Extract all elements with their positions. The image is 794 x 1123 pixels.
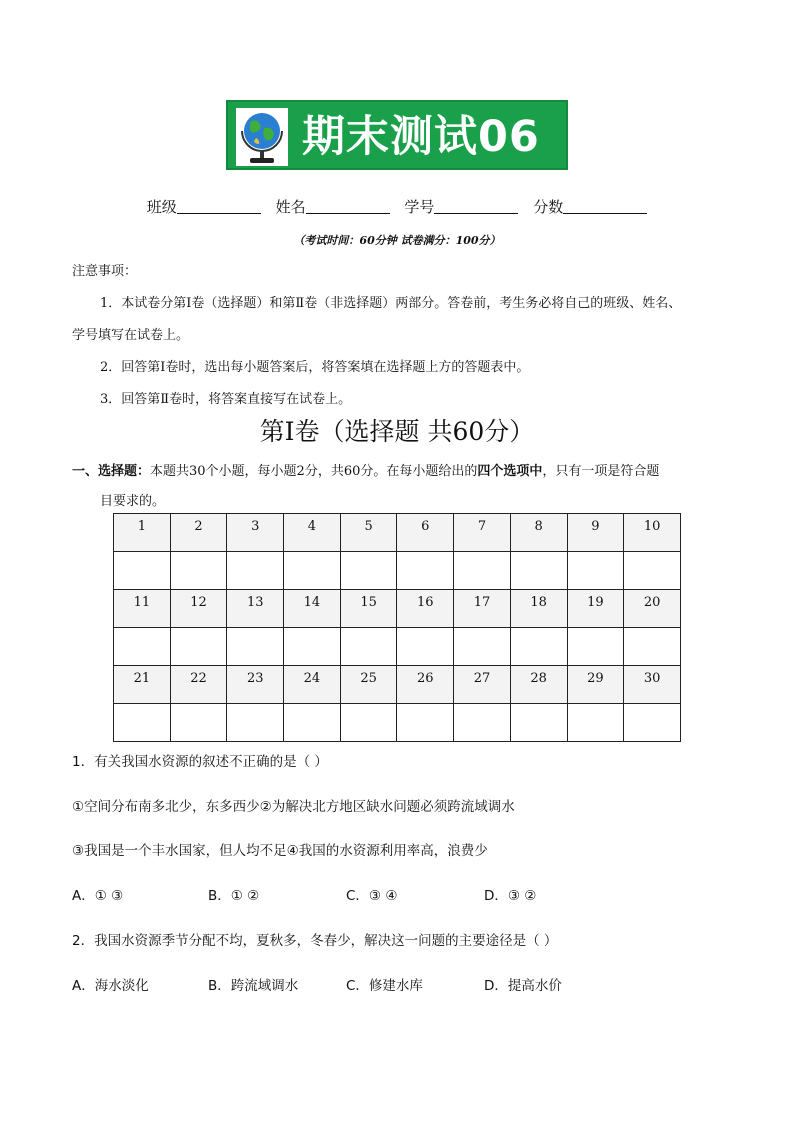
answer-cell[interactable]: [397, 704, 454, 742]
answer-cell[interactable]: [284, 552, 341, 590]
answer-cell[interactable]: [170, 628, 227, 666]
name-label: 姓名: [275, 198, 306, 216]
note-item: 2．回答第Ⅰ卷时，选出每小题答案后，将答案填在选择题上方的答题表中。: [100, 360, 530, 375]
option-b[interactable]: B．① ②: [208, 888, 260, 904]
question-number-cell: 26: [397, 666, 454, 704]
answer-cell[interactable]: [114, 628, 171, 666]
section-title: 第Ⅰ卷（选择题 共60分）: [259, 417, 535, 446]
question-statement: ③我国是一个丰水国家，但人均不足④我国的水资源利用率高，浪费少: [72, 843, 488, 859]
question-number-cell: 6: [397, 514, 454, 552]
question-number-cell: 10: [624, 514, 681, 552]
question-number-cell: 28: [510, 666, 567, 704]
answer-cell[interactable]: [284, 704, 341, 742]
instr-rest: ，只有一项是符合题: [542, 464, 660, 479]
answer-cell[interactable]: [567, 552, 624, 590]
question-number-cell: 21: [114, 666, 171, 704]
answer-cell[interactable]: [397, 552, 454, 590]
question-number-cell: 2: [170, 514, 227, 552]
id-label: 学号: [404, 198, 435, 216]
instr-prefix: 一、选择题：: [72, 464, 151, 479]
question-number-cell: 7: [454, 514, 511, 552]
answer-input-row: [114, 628, 681, 666]
class-blank[interactable]: [177, 199, 261, 214]
question-number-cell: 13: [227, 590, 284, 628]
answer-cell[interactable]: [510, 552, 567, 590]
option-a[interactable]: A．海水淡化: [72, 978, 149, 994]
answer-cell[interactable]: [510, 628, 567, 666]
question-number-cell: 25: [340, 666, 397, 704]
question-number-cell: 12: [170, 590, 227, 628]
question-number-cell: 8: [510, 514, 567, 552]
answer-cell[interactable]: [227, 628, 284, 666]
globe-icon: [236, 108, 288, 166]
answer-input-row: [114, 704, 681, 742]
question-number-cell: 11: [114, 590, 171, 628]
question-statement: ①空间分布南多北少，东多西少②为解决北方地区缺水问题必须跨流域调水: [72, 799, 515, 815]
answer-cell[interactable]: [340, 628, 397, 666]
question-number-cell: 9: [567, 514, 624, 552]
option-c[interactable]: C．修建水库: [346, 978, 423, 994]
answer-cell[interactable]: [114, 704, 171, 742]
exam-meta: （考试时间：60分钟 试卷满分：100分）: [293, 234, 501, 247]
question-number-cell: 17: [454, 590, 511, 628]
answer-cell[interactable]: [454, 628, 511, 666]
notes-title: 注意事项：: [72, 264, 138, 279]
answer-cell[interactable]: [454, 704, 511, 742]
answer-number-row: [114, 666, 681, 704]
instr-main: 本题共30个小题，每小题2分，共60分。在每小题给出的: [150, 464, 478, 479]
option-c[interactable]: C．③ ④: [346, 888, 398, 904]
answer-cell[interactable]: [227, 552, 284, 590]
answer-cell[interactable]: [510, 704, 567, 742]
title-banner: [226, 100, 568, 170]
answer-cell[interactable]: [624, 704, 681, 742]
question-number-cell: 19: [567, 590, 624, 628]
answer-input-row: [114, 552, 681, 590]
answer-cell[interactable]: [624, 552, 681, 590]
question-number-cell: 16: [397, 590, 454, 628]
question-stem: 2．我国水资源季节分配不均，夏秋多，冬春少，解决这一问题的主要途径是（ ）: [72, 933, 558, 949]
answer-cell[interactable]: [114, 552, 171, 590]
answer-cell[interactable]: [340, 552, 397, 590]
note-item: 3．回答第Ⅱ卷时，将答案直接写在试卷上。: [100, 392, 352, 407]
question-number-cell: 14: [284, 590, 341, 628]
answer-table: [113, 513, 681, 742]
option-b[interactable]: B．跨流域调水: [208, 978, 299, 994]
answer-cell[interactable]: [170, 552, 227, 590]
note-item: 学号填写在试卷上。: [72, 328, 190, 343]
option-d[interactable]: D．提高水价: [484, 978, 562, 994]
question-number-cell: 30: [624, 666, 681, 704]
exam-title: 期末测试06: [302, 112, 540, 162]
instr-line2: 目要求的。: [100, 494, 166, 509]
question-number-cell: 15: [340, 590, 397, 628]
answer-cell[interactable]: [397, 628, 454, 666]
question-number-cell: 27: [454, 666, 511, 704]
answer-cell[interactable]: [624, 628, 681, 666]
score-label: 分数: [533, 198, 564, 216]
answer-cell[interactable]: [567, 704, 624, 742]
answer-cell[interactable]: [170, 704, 227, 742]
class-label: 班级: [146, 198, 177, 216]
question-number-cell: 22: [170, 666, 227, 704]
answer-cell[interactable]: [284, 628, 341, 666]
question-number-cell: 20: [624, 590, 681, 628]
answer-cell[interactable]: [454, 552, 511, 590]
question-number-cell: 23: [227, 666, 284, 704]
answer-cell[interactable]: [227, 704, 284, 742]
question-number-cell: 24: [284, 666, 341, 704]
id-blank[interactable]: [434, 199, 518, 214]
question-number-cell: 29: [567, 666, 624, 704]
answer-cell[interactable]: [340, 704, 397, 742]
note-item: 1．本试卷分第Ⅰ卷（选择题）和第Ⅱ卷（非选择题）两部分。答卷前，考生务必将自己的班级、姓名、: [100, 296, 682, 311]
instr-bold: 四个选项中: [477, 464, 543, 479]
section-instructions: [72, 460, 659, 479]
name-blank[interactable]: [306, 199, 390, 214]
option-a[interactable]: A．① ③: [72, 888, 124, 904]
question-number-cell: 1: [114, 514, 171, 552]
student-info-line: [0, 196, 794, 217]
question-number-cell: 3: [227, 514, 284, 552]
score-blank[interactable]: [563, 199, 647, 214]
question-number-cell: 4: [284, 514, 341, 552]
answer-cell[interactable]: [567, 628, 624, 666]
option-d[interactable]: D．③ ②: [484, 888, 537, 904]
question-stem: 1．有关我国水资源的叙述不正确的是（ ）: [72, 754, 328, 770]
question-number-cell: 5: [340, 514, 397, 552]
answer-number-row: [114, 590, 681, 628]
answer-number-row: [114, 514, 681, 552]
question-number-cell: 18: [510, 590, 567, 628]
